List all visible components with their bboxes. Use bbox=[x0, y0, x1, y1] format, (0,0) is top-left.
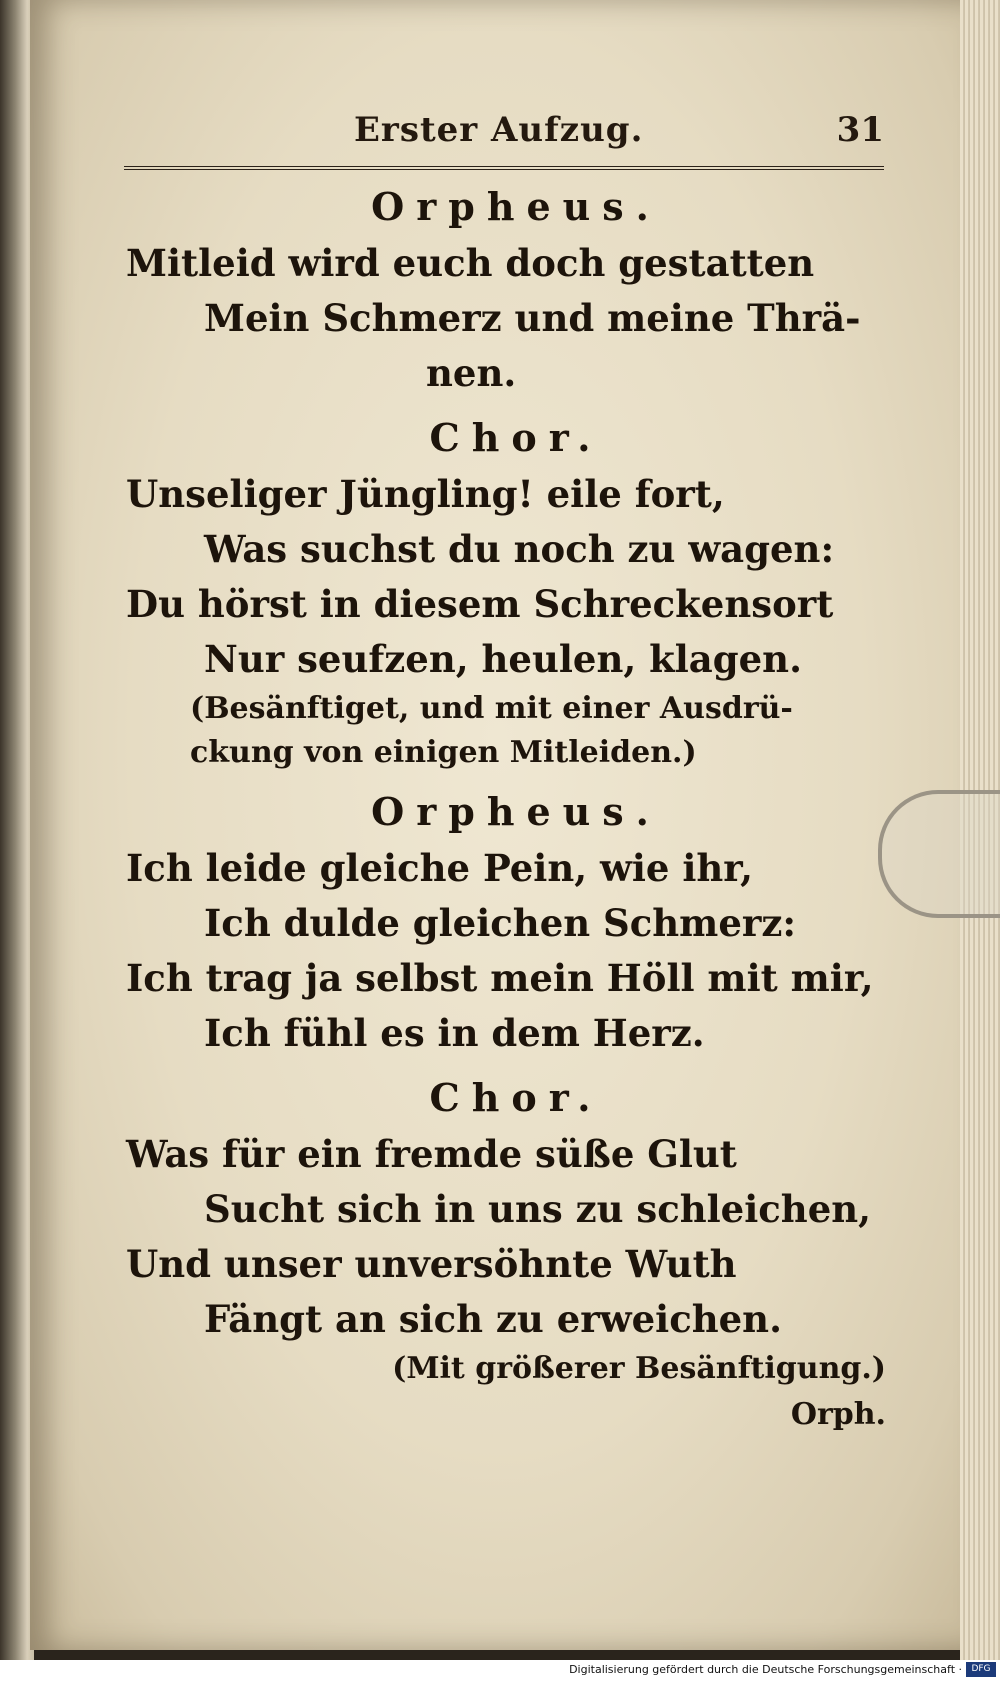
verse-line: Ich dulde gleichen Schmerz: bbox=[204, 901, 797, 945]
speaker-heading: Chor. bbox=[429, 1075, 603, 1120]
verse-line: Und unser unversöhnte Wuth bbox=[126, 1242, 737, 1286]
speaker-heading: Orpheus. bbox=[371, 184, 661, 229]
verse-line: Mein Schmerz und meine Thrä- bbox=[204, 296, 861, 340]
verse-line: Ich fühl es in dem Herz. bbox=[204, 1011, 705, 1055]
page-text bbox=[126, 178, 906, 1439]
stage-direction: (Besänftiget, und mit einer Ausdrü- bbox=[190, 691, 793, 726]
verse-line: Ich trag ja selbst mein Höll mit mir, bbox=[126, 956, 874, 1000]
page-header bbox=[124, 110, 884, 170]
verse-line: Nur seufzen, heulen, klagen. bbox=[204, 637, 802, 681]
catchword: Orph. bbox=[790, 1397, 886, 1432]
footer-credit: Digitalisierung gefördert durch die Deutsche Forschungsgemeinschaft · bbox=[569, 1663, 962, 1676]
verse-line: Was suchst du noch zu wagen: bbox=[204, 527, 835, 571]
verse-line: Ich leide gleiche Pein, wie ihr, bbox=[126, 846, 753, 890]
page-number: 31 bbox=[836, 110, 884, 150]
dfg-logo-icon: DFG bbox=[966, 1662, 996, 1677]
verse-line: Mitleid wird euch doch gestatten bbox=[126, 241, 815, 285]
verse-line: nen. bbox=[426, 351, 517, 395]
verse-line: Was für ein fremde süße Glut bbox=[126, 1132, 737, 1176]
verse-line: Du hörst in diesem Schreckensort bbox=[126, 582, 834, 626]
stage-direction: (Mit größerer Besänftigung.) bbox=[392, 1351, 886, 1386]
verse-line: Unseliger Jüngling! eile fort, bbox=[126, 472, 725, 516]
stage-direction: ckung von einigen Mitleiden.) bbox=[190, 735, 697, 770]
speaker-heading: Chor. bbox=[429, 415, 603, 460]
left-page-edge bbox=[0, 0, 34, 1660]
speaker-heading: Orpheus. bbox=[371, 789, 661, 834]
running-head: Erster Aufzug. bbox=[354, 110, 644, 150]
verse-line: Sucht sich in uns zu schleichen, bbox=[204, 1187, 872, 1231]
verse-line: Fängt an sich zu erweichen. bbox=[204, 1297, 782, 1341]
